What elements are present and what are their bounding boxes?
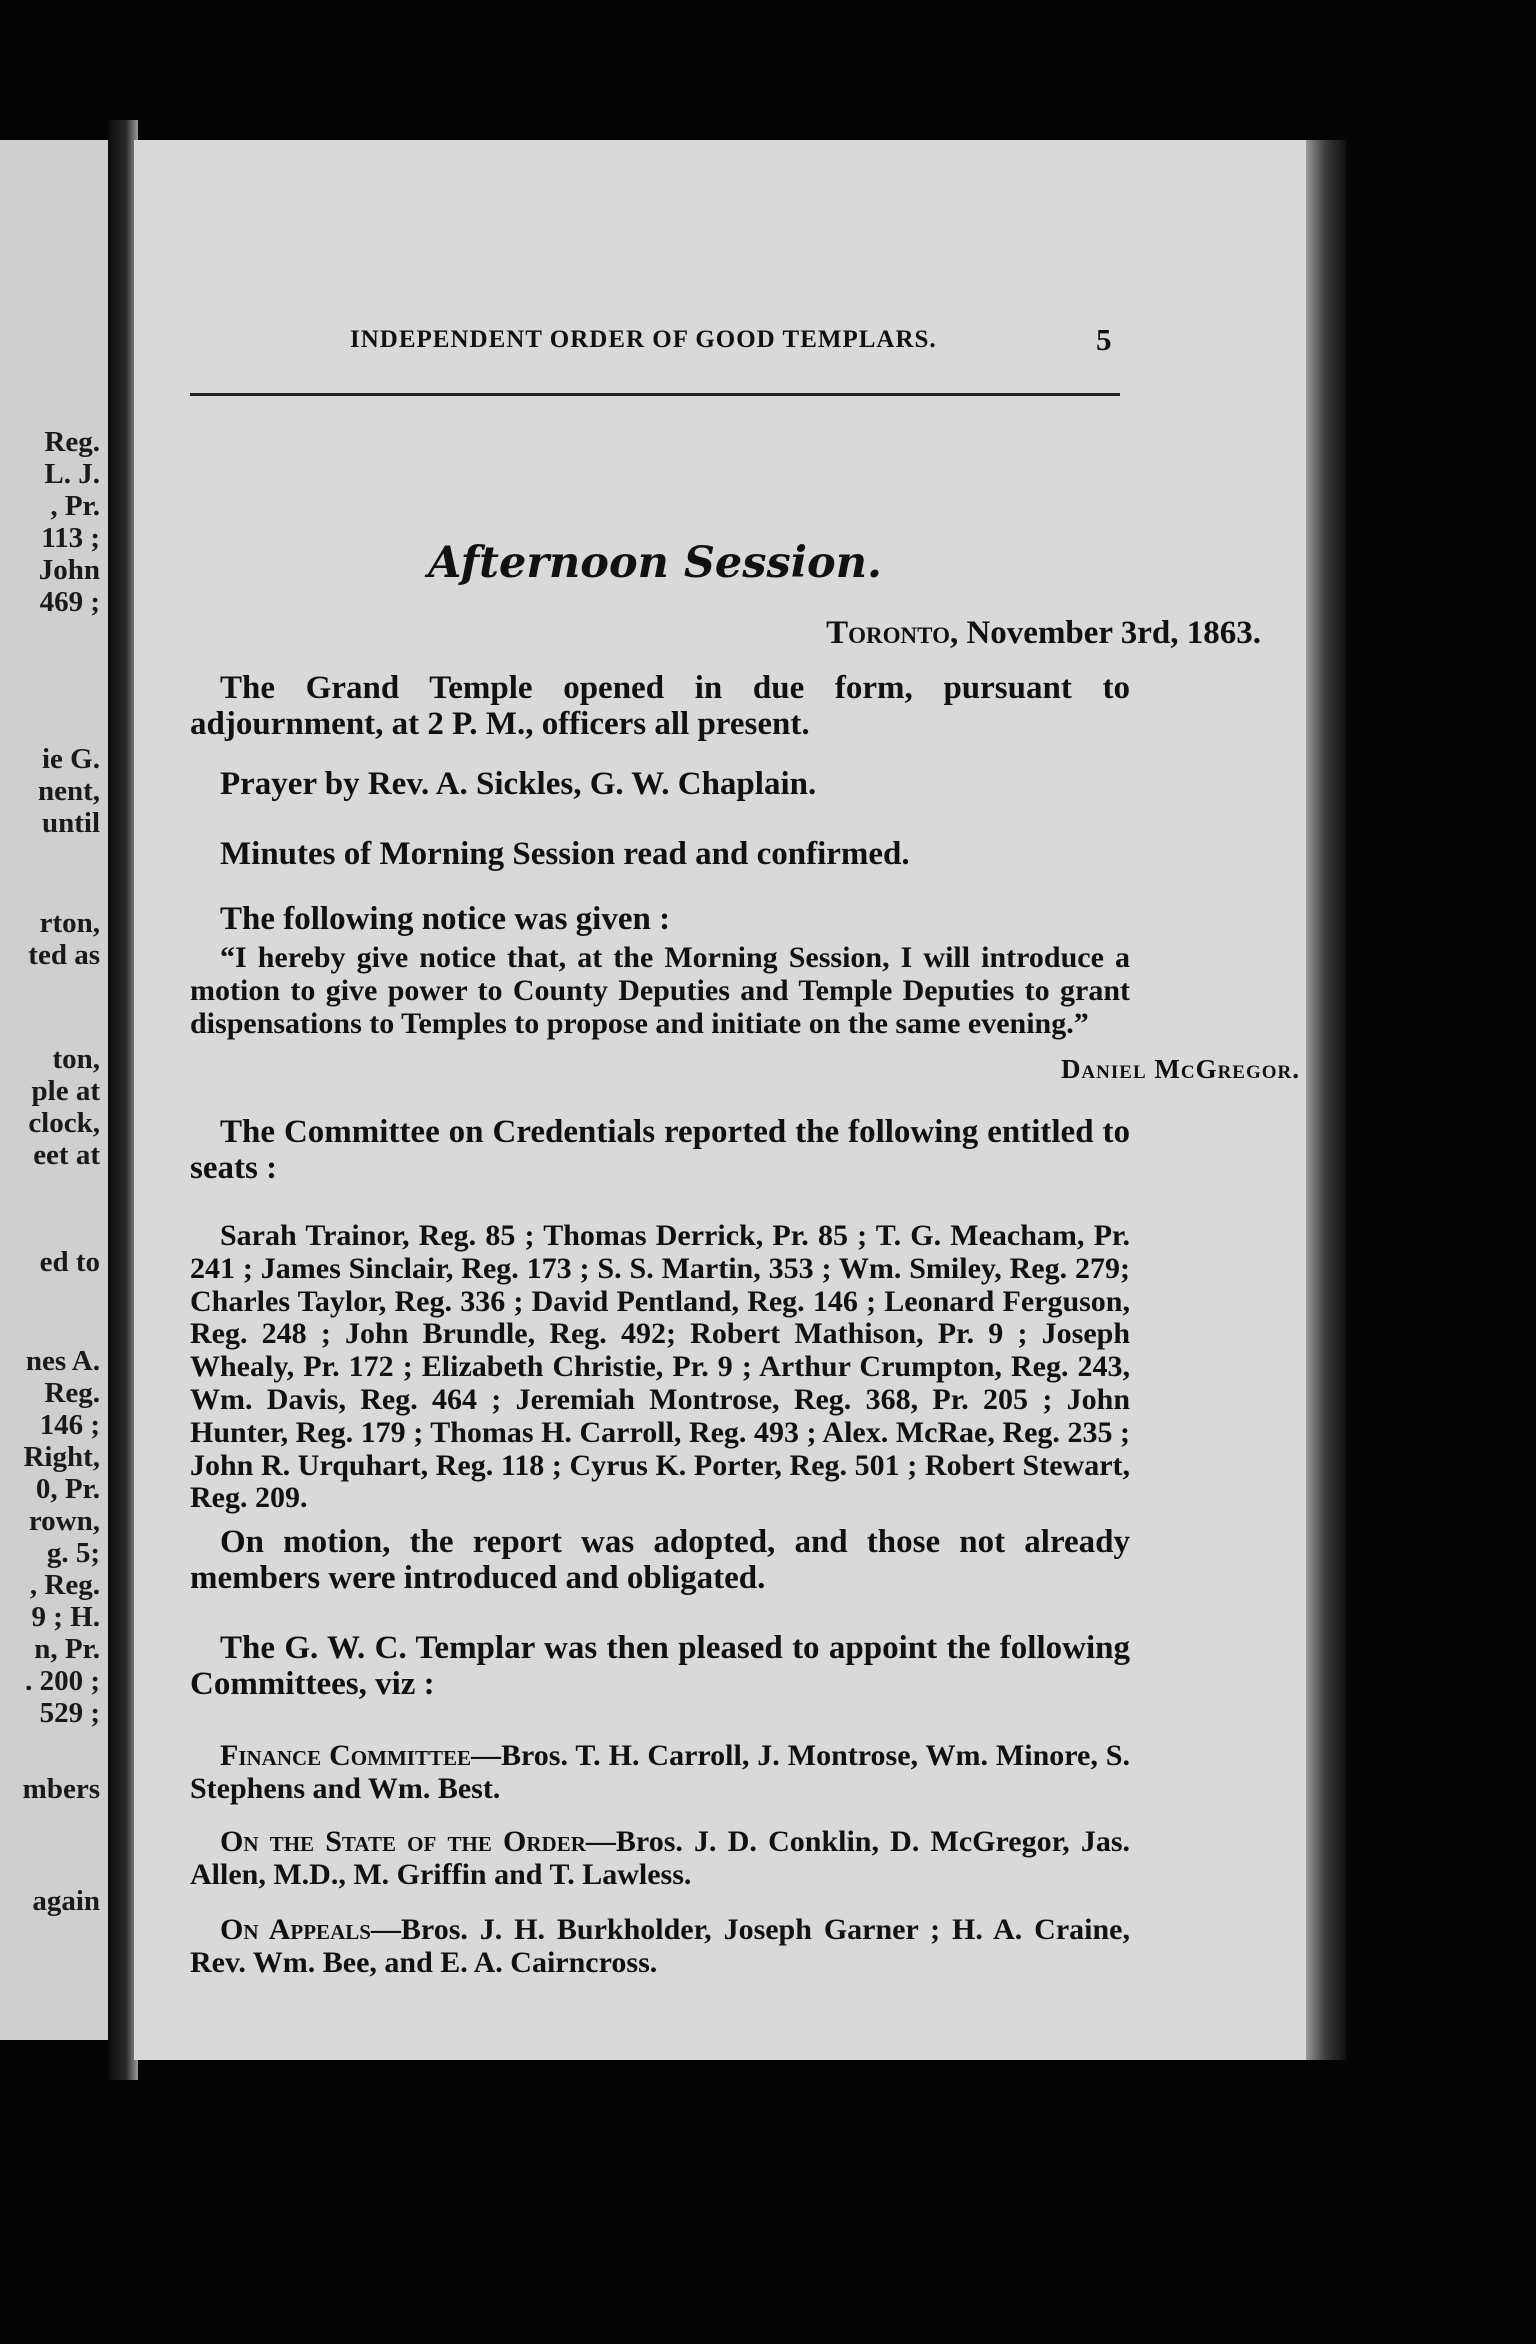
running-head: INDEPENDENT ORDER OF GOOD TEMPLARS. bbox=[350, 326, 937, 353]
left-fragment-line: nent, bbox=[37, 775, 100, 807]
left-fragment-block bbox=[23, 1345, 100, 1729]
credentials-intro: The Committee on Credentials reported the following entitled to seats : bbox=[190, 1114, 1130, 1186]
committee-name: On the State of the Order bbox=[220, 1825, 586, 1858]
left-fragment-line: , Reg. bbox=[29, 1569, 100, 1601]
left-fragment-line: again bbox=[32, 1885, 100, 1917]
left-fragment-block bbox=[39, 426, 100, 618]
left-fragment-line: , Pr. bbox=[50, 490, 100, 522]
left-fragment-line: L. J. bbox=[44, 458, 100, 490]
motion-paragraph: On motion, the report was adopted, and those not already members were introduced and obligated. bbox=[190, 1524, 1130, 1596]
committee-finance bbox=[190, 1740, 1130, 1806]
left-fragment-line: clock, bbox=[28, 1107, 100, 1139]
page-edge-shadow bbox=[1306, 140, 1346, 2060]
appoint-paragraph: The G. W. C. Templar was then pleased to appoint the following Committees, viz : bbox=[190, 1630, 1130, 1702]
left-fragment-block bbox=[28, 1043, 100, 1171]
prayer-paragraph: Prayer by Rev. A. Sickles, G. W. Chaplain. bbox=[220, 766, 817, 802]
committee-state-of-order bbox=[190, 1826, 1130, 1892]
left-fragment-line: . 200 ; bbox=[25, 1665, 100, 1697]
committee-name: Finance Committee bbox=[220, 1739, 471, 1772]
dateline-date: November 3rd, 1863. bbox=[966, 615, 1261, 651]
left-fragment-line: 146 ; bbox=[39, 1409, 100, 1441]
committee-members: —Bros. J. D. Conklin, D. McGregor, Jas. Allen, M.D., M. Griffin and T. Lawless. bbox=[190, 1825, 1131, 1891]
committee-name: On Appeals bbox=[220, 1913, 371, 1946]
notice-quote: “I hereby give notice that, at the Morning Session, I will introduce a motion to give power to County Deputies and Temple Deputies to grant dispensations to Temples to propose and initiate on the same evening.” bbox=[190, 941, 1130, 1040]
left-fragment-line: John bbox=[38, 554, 100, 586]
committee-members: —Bros. T. H. Carroll, J. Montrose, Wm. Minore, S. Stephens and Wm. Best. bbox=[190, 1739, 1130, 1805]
left-fragment-line: Reg. bbox=[44, 426, 100, 458]
notice-signature: Daniel McGregor. bbox=[1060, 1054, 1300, 1084]
left-fragment-line: rown, bbox=[28, 1505, 100, 1537]
left-fragment-line: 9 ; H. bbox=[31, 1601, 100, 1633]
notice-intro: The following notice was given : bbox=[220, 901, 671, 937]
header-rule bbox=[190, 393, 1120, 396]
left-fragment-line: 469 ; bbox=[39, 586, 100, 618]
opening-paragraph: The Grand Temple opened in due form, pursuant to adjournment, at 2 P. M., officers all present. bbox=[190, 670, 1130, 742]
left-fragment-block bbox=[38, 743, 100, 839]
minutes-paragraph: Minutes of Morning Session read and confirmed. bbox=[220, 836, 910, 872]
left-page-fragment bbox=[0, 140, 108, 2040]
committee-appeals bbox=[190, 1914, 1130, 1980]
left-fragment-line: n, Pr. bbox=[34, 1633, 100, 1665]
page-number: 5 bbox=[1096, 322, 1112, 357]
left-fragment-line: until bbox=[41, 807, 100, 839]
left-fragment-block bbox=[32, 1885, 100, 1917]
left-fragment-block bbox=[23, 1773, 100, 1805]
credentials-list: Sarah Trainor, Reg. 85 ; Thomas Derrick, Pr. 85 ; T. G. Meacham, Pr. 241 ; James Sinclair, Reg. 173 ; S. S. Martin, 353 ; Wm. Smiley, Reg. 279; Charles Taylor, Reg. 336 ; David Pentland, Reg. 146 ; Leonard Ferguson, Reg. 248 ; John Brundle, Reg. 492; Robert Mathison, Pr. 9 ; Joseph Whealy, Pr. 172 ; Elizabeth Christie, Pr. 9 ; Arthur Crumpton, Reg. 243, Wm. Davis, Reg. 464 ; Jeremiah Montrose, Reg. 368, Pr. 205 ; John Hunter, Reg. 179 ; Thomas H. Carroll, Reg. 493 ; Alex. McRae, Reg. 235 ; John R. Urquhart, Reg. 118 ; Cyrus K. Porter, Reg. 501 ; Robert Stewart, Reg. 209. bbox=[190, 1219, 1130, 1515]
left-fragment-line: Right, bbox=[23, 1441, 100, 1473]
left-fragment-line: nes A. bbox=[25, 1345, 100, 1377]
left-fragment-line: 113 ; bbox=[41, 522, 100, 554]
left-fragment-line: Reg. bbox=[44, 1377, 100, 1409]
left-fragment-line: ed to bbox=[39, 1246, 100, 1278]
left-fragment-line: eet at bbox=[33, 1139, 100, 1171]
left-fragment-line: rton, bbox=[39, 907, 100, 939]
left-fragment-block bbox=[40, 1246, 100, 1278]
committee-members: —Bros. J. H. Burkholder, Joseph Garner ; H. A. Craine, Rev. Wm. Bee, and E. A. Cairncross. bbox=[190, 1913, 1130, 1979]
left-fragment-block bbox=[28, 907, 100, 971]
left-fragment-line: 529 ; bbox=[39, 1697, 100, 1729]
left-fragment-line: 0, Pr. bbox=[35, 1473, 100, 1505]
left-fragment-line: ton, bbox=[52, 1043, 100, 1075]
dateline bbox=[826, 615, 1261, 652]
left-fragment-line: ie G. bbox=[42, 743, 100, 775]
left-fragment-line: ple at bbox=[31, 1075, 100, 1107]
dateline-place: Toronto, bbox=[826, 615, 959, 651]
left-fragment-line: g. 5; bbox=[46, 1537, 100, 1569]
session-title: Afternoon Session. bbox=[428, 538, 882, 588]
left-fragment-line: ted as bbox=[28, 939, 100, 971]
left-fragment-line: mbers bbox=[22, 1773, 100, 1805]
